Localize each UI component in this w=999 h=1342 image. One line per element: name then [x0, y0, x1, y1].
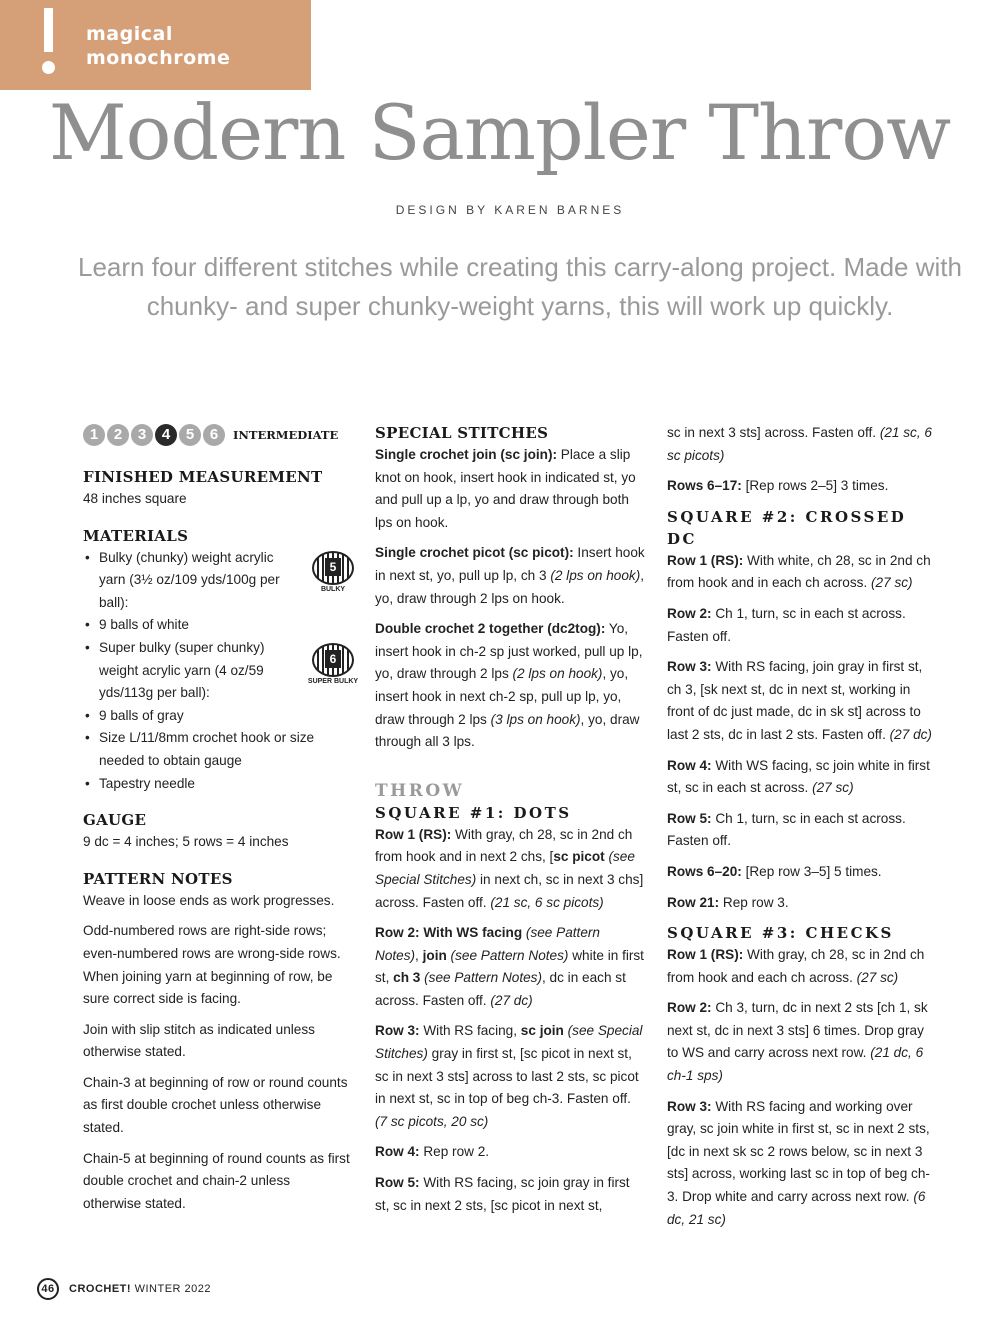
special-heading: SPECIAL STITCHES	[375, 424, 549, 442]
finished-heading: FINISHED MEASUREMENT	[83, 468, 323, 486]
gauge-text: 9 dc = 4 inches; 5 rows = 4 inches	[83, 834, 289, 850]
skill-level-6: 6	[203, 424, 225, 446]
yarn-weight-6-icon: 6 SUPER BULKY	[311, 643, 355, 686]
pattern-row: Rows 6–17: [Rep rows 2–5] 3 times.	[667, 478, 889, 494]
finished-text: 48 inches square	[83, 491, 187, 506]
material-item: • Super bulky (super chunky) weight acrylic yarn (4 oz/59 yds/113g per ball):	[83, 637, 351, 705]
material-item: • Size L/11/8mm crochet hook or size needed to obtain gauge	[83, 727, 351, 772]
pattern-row: Row 2: Ch 1, turn, sc in each st across. Fasten off.	[667, 605, 906, 644]
note-paragraph: Weave in loose ends as work progresses.	[83, 892, 335, 908]
pattern-row: Row 3: With RS facing, sc join (see Special Stitches) gray in first st, [sc picot in next st, sc in next 3 sts] across to last 2 sts, sc picot in next st, sc in top of beg ch-3. Fasten off. (7 sc picots, 20 sc)	[375, 1023, 643, 1129]
square1-heading: SQUARE #1: DOTS	[375, 803, 572, 822]
column-3	[667, 422, 937, 1231]
note-paragraph: Chain-5 at beginning of round counts as first double crochet and chain-2 unless otherwise stated.	[83, 1150, 350, 1211]
note-paragraph: Join with slip stitch as indicated unless otherwise stated.	[83, 1021, 315, 1060]
throw-heading: THROW	[375, 780, 465, 801]
skill-level-3: 3	[131, 424, 153, 446]
special-stitch: Single crochet picot (sc picot): Insert hook in next st, yo, pull up lp, ch 3 (2 lps on hook), yo, draw through 2 lps on hook.	[375, 545, 645, 606]
pattern-row: Row 5: Ch 1, turn, sc in each st across. Fasten off.	[667, 810, 906, 849]
note-paragraph: Chain-3 at beginning of row or round counts as first double crochet unless otherwise stated.	[83, 1074, 348, 1136]
materials-block	[83, 547, 359, 796]
pattern-row: sc in next 3 sts] across. Fasten off. (21 sc, 6 sc picots)	[667, 425, 932, 463]
section-tab	[0, 0, 311, 90]
gauge-heading: GAUGE	[83, 811, 147, 830]
exclamation-icon	[38, 8, 62, 78]
skill-level-2: 2	[107, 424, 129, 446]
skill-level-5: 5	[179, 424, 201, 446]
square3-heading: SQUARE #3: CHECKS	[667, 924, 894, 943]
yarn-weight-5-icon: 5 BULKY	[311, 551, 355, 594]
section-tab-line1: magical	[86, 23, 173, 45]
pattern-row: Row 4: Rep row 2.	[375, 1144, 490, 1160]
section-tab-line2: monochrome	[86, 47, 231, 69]
pattern-row: Row 1 (RS): With white, ch 28, sc in 2nd ch from hook and in each ch across. (27 sc)	[667, 552, 931, 591]
pattern-row: Row 2: With WS facing (see Pattern Notes), join (see Pattern Notes) white in first st, ch 3 (see Pattern Notes), dc in each st across. Fasten off. (27 dc)	[375, 925, 644, 1008]
page-title: Modern Sampler Throw	[48, 88, 951, 177]
materials-heading: MATERIALS	[83, 526, 189, 545]
material-subitem: • 9 balls of gray	[83, 705, 351, 728]
material-subitem: • 9 balls of white	[83, 614, 351, 637]
intro-text: Learn four different stitches while creating this carry-along project. Made with chunky- and super chunky-weight yarns, this will work up quickly.	[78, 252, 962, 321]
pattern-row: Row 4: With WS facing, sc join white in first st, sc in each st across. (27 sc)	[667, 757, 930, 796]
skill-level	[83, 422, 351, 448]
notes-heading: PATTERN NOTES	[83, 869, 233, 888]
skill-level-label: INTERMEDIATE	[233, 427, 339, 442]
pattern-row: Row 1 (RS): With gray, ch 28, sc in 2nd ch from hook and in next 2 chs, [sc picot (see Special Stitches) in next ch, sc in next 3 chs] across. Fasten off. (21 sc, 6 sc picots)	[375, 826, 644, 910]
pattern-row: Rows 6–20: [Rep row 3–5] 5 times.	[667, 863, 882, 879]
column-1	[83, 422, 359, 1215]
column-2	[375, 422, 645, 1217]
pattern-row: Row 21: Rep row 3.	[667, 894, 789, 910]
skill-level-4-selected: 4	[155, 424, 177, 446]
pattern-row: Row 5: With RS facing, sc join gray in first st, sc in next 2 sts, [sc picot in next st,	[375, 1175, 630, 1213]
square2-heading: SQUARE #2: CROSSED DC	[667, 507, 907, 548]
note-paragraph: Odd-numbered rows are right-side rows; even-numbered rows are wrong-side rows. When joining yarn at beginning of row, be sure correct side is facing.	[83, 923, 341, 1007]
pattern-row: Row 3: With RS facing and working over gray, sc join white in first st, sc in next 2 sts, [dc in next sk sc 2 rows below, sc in next 3 sts] across, working last sc in top of beg ch-3. Drop white and carry across next row. (6 dc, 21 sc)	[667, 1098, 930, 1227]
page-number: 46	[37, 1278, 59, 1300]
special-stitch: Double crochet 2 together (dc2tog): Yo, insert hook in ch-2 sp just worked, pull up lp, yo, draw through 2 lps (2 lps on hook), yo, insert hook in next ch-2 sp, pull up lp, yo, draw through 2 lps (3 lps on hook), yo, draw through all 3 lps.	[375, 621, 643, 750]
designer-byline: DESIGN BY KAREN BARNES	[395, 203, 625, 217]
pattern-row: Row 1 (RS): With gray, ch 28, sc in 2nd ch from hook and each ch across. (27 sc)	[667, 947, 925, 985]
page-footer	[37, 1278, 211, 1300]
pattern-row: Row 3: With RS facing, join gray in first st, ch 3, [sk next st, dc in next st, working in front of dc just made, dc in sk st] across to last 2 sts, dc in last 2 sts. Fasten off. (27 dc)	[667, 659, 932, 742]
special-stitch: Single crochet join (sc join): Place a slip knot on hook, insert hook in indicated st, yo and pull up a lp, yo and draw through both lps on hook.	[375, 447, 636, 530]
skill-level-1: 1	[83, 424, 105, 446]
material-item: • Tapestry needle	[83, 773, 351, 796]
issue-label: WINTER 2022	[131, 1283, 212, 1295]
material-item: • Bulky (chunky) weight acrylic yarn (3½ oz/109 yds/100g per ball):	[83, 547, 351, 615]
pattern-row: Row 2: Ch 3, turn, dc in next 2 sts [ch 1, sk next st, dc in next 3 sts] 6 times. Drop gray to WS and carry across next row. (21 dc, 6 ch-1 sps)	[667, 1000, 928, 1084]
magazine-name: CROCHET!	[69, 1283, 132, 1295]
